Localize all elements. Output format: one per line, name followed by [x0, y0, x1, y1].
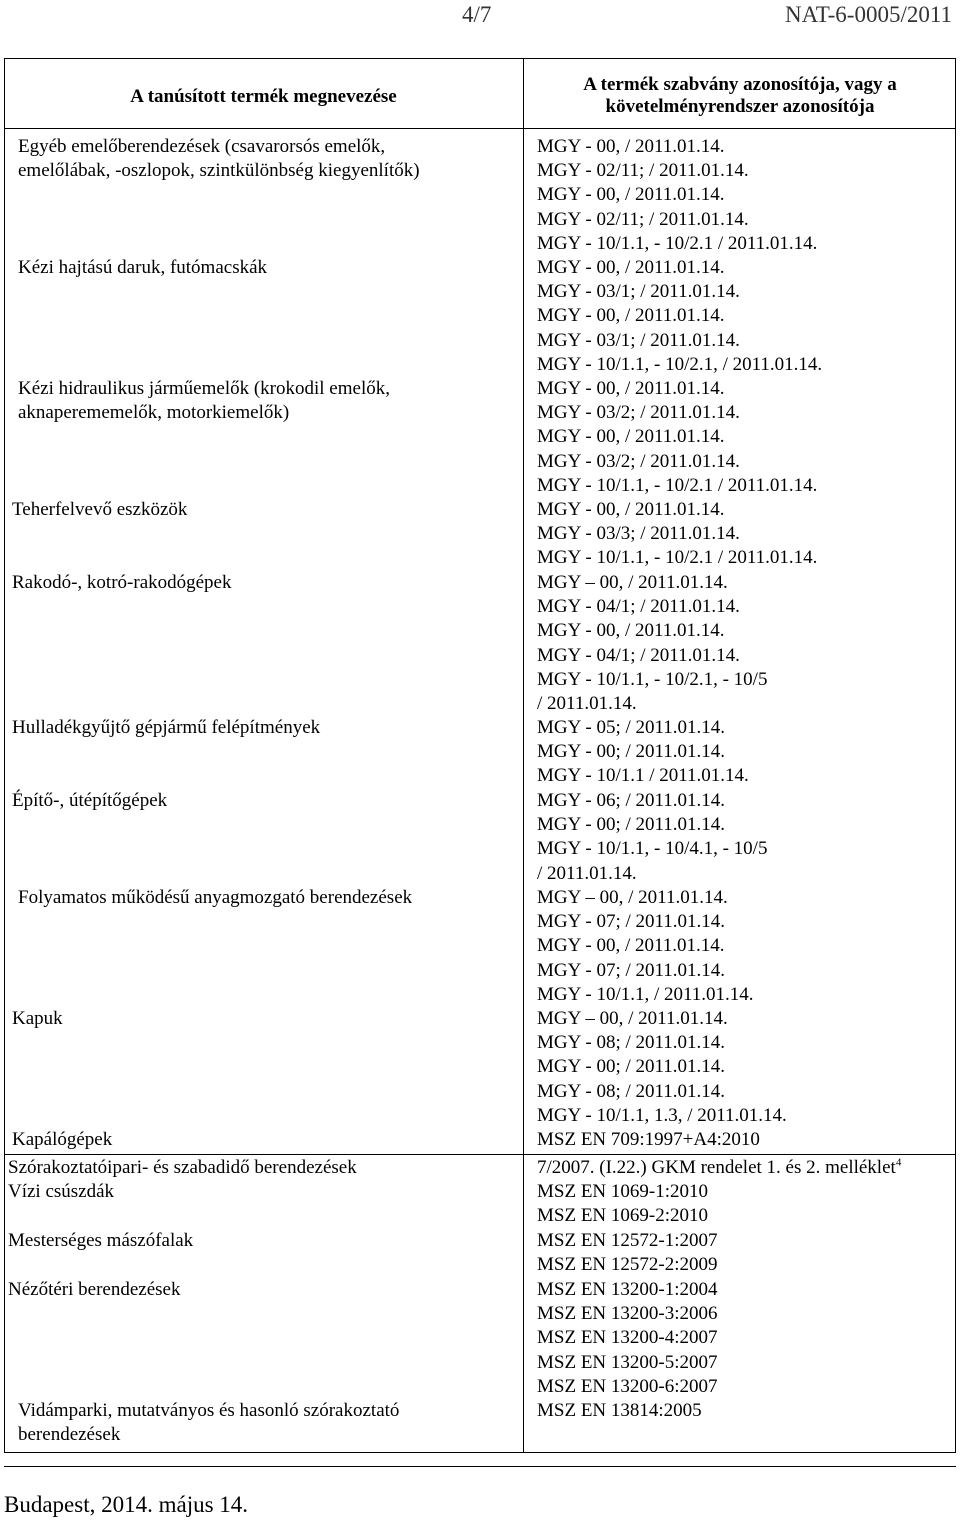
product-name-line: Vízi csúszdák	[8, 1181, 115, 1202]
standard-ref: MGY - 02/11; / 2011.01.14.	[537, 208, 749, 230]
standard-ref: MGY - 03/3; / 2011.01.14.	[537, 523, 740, 545]
standard-ref: MSZ EN 13200-3:2006	[537, 1303, 718, 1325]
product-name-line: Építő-, útépítőgépek	[12, 790, 168, 811]
column-divider	[523, 58, 524, 1453]
standard-ref: MGY – 00, / 2011.01.14.	[537, 572, 728, 593]
table-row-standards	[537, 135, 817, 256]
standard-ref: MGY - 00, / 2011.01.14.	[537, 305, 725, 327]
standard-ref: MGY – 00, / 2011.01.14.	[537, 887, 728, 908]
standard-ref: MGY – 00, / 2011.01.14.	[537, 1008, 728, 1029]
section-divider	[4, 1154, 956, 1155]
standard-ref: MGY - 00, / 2011.01.14.	[537, 499, 725, 520]
standard-ref: MGY - 03/2; / 2011.01.14.	[537, 402, 740, 424]
standard-ref: MGY - 05; / 2011.01.14.	[537, 717, 726, 738]
footer-divider	[4, 1466, 956, 1467]
product-name-line: Mesterséges mászófalak	[8, 1230, 194, 1251]
table-row-standards	[537, 256, 822, 377]
standard-ref: MSZ EN 13200-6:2007	[537, 1375, 718, 1397]
table-row-product	[8, 1180, 114, 1204]
standard-ref: MGY - 10/1.1, - 10/2.1, - 10/5	[537, 668, 768, 690]
page-number: 4/7	[462, 2, 492, 27]
standard-ref: MSZ EN 13200-4:2007	[537, 1327, 718, 1349]
standard-ref: MGY - 10/1.1, - 10/2.1 / 2011.01.14.	[537, 232, 818, 254]
table-row-standards	[537, 377, 817, 498]
table-row-standards	[537, 1128, 760, 1152]
table-row-product	[18, 1399, 399, 1447]
standard-ref: MGY - 00, / 2011.01.14.	[537, 426, 725, 448]
table-row-standards	[537, 498, 817, 571]
standard-ref: MGY - 10/1.1, - 10/2.1, / 2011.01.14.	[537, 353, 823, 375]
table-row-standards	[537, 1007, 787, 1128]
standard-ref: MSZ EN 1069-1:2010	[537, 1181, 708, 1202]
header-divider	[4, 128, 956, 129]
column-header-standard-line-1: A termék szabvány azonosítója, vagy a	[583, 74, 897, 95]
product-name-line: berendezések	[18, 1424, 121, 1446]
product-name-line: Kapuk	[12, 1008, 63, 1029]
product-name-line: Hulladékgyűjtő gépjármű felépítmények	[12, 717, 321, 738]
table-row-product	[8, 1278, 180, 1302]
table-row-standards	[537, 1229, 718, 1277]
table-row-standards	[537, 1399, 702, 1423]
standard-ref: MGY - 00; / 2011.01.14.	[537, 1056, 726, 1078]
product-name-line: Vidámparki, mutatványos és hasonló szórakoztató	[18, 1400, 400, 1421]
standard-ref: MGY - 07; / 2011.01.14.	[537, 911, 726, 933]
product-name-line: Rakodó-, kotró-rakodógépek	[12, 572, 232, 593]
product-name-line: Nézőtéri berendezések	[8, 1279, 181, 1300]
standard-ref: / 2011.01.14.	[537, 862, 637, 884]
standard-ref: MSZ EN 12572-2:2009	[537, 1254, 718, 1276]
table-row-standards	[537, 571, 767, 716]
standard-ref: / 2011.01.14.	[537, 692, 637, 714]
standard-ref: MGY - 03/1; / 2011.01.14.	[537, 329, 740, 351]
page-header	[0, 0, 960, 40]
product-name-line: Kézi hidraulikus járműemelők (krokodil emelők,	[18, 378, 390, 399]
standard-ref-text: 7/2007. (I.22.) GKM rendelet 1. és 2. melléklet	[537, 1157, 896, 1178]
standard-ref: MGY - 04/1; / 2011.01.14.	[537, 644, 740, 666]
standard-ref: MGY - 00; / 2011.01.14.	[537, 814, 726, 836]
standard-ref: MGY - 00, / 2011.01.14.	[537, 935, 725, 957]
column-header-standard-line-2: követelményrendszer azonosítója	[605, 96, 875, 117]
table-row-product	[18, 886, 412, 910]
product-name-line: emelőlábak, -oszlopok, szintkülönbség kiegyenlítők)	[18, 160, 420, 182]
table-row-product	[12, 1007, 63, 1031]
table-row-product	[12, 498, 187, 522]
standard-ref: MGY - 00, / 2011.01.14.	[537, 136, 725, 157]
standard-ref: MGY - 10/1.1 / 2011.01.14.	[537, 765, 749, 787]
table-row-product	[8, 1156, 357, 1180]
table-row-standards	[537, 789, 767, 886]
table-row-standards	[537, 1278, 718, 1399]
table-row-standards	[537, 886, 754, 1007]
standard-ref: MSZ EN 1069-2:2010	[537, 1205, 708, 1227]
table-row-product	[12, 1128, 112, 1152]
standard-ref: MGY - 00, / 2011.01.14.	[537, 184, 725, 206]
standard-ref: MGY - 04/1; / 2011.01.14.	[537, 596, 740, 618]
standard-ref: MGY - 02/11; / 2011.01.14.	[537, 160, 749, 182]
table-row-product	[12, 789, 167, 813]
standard-ref: MSZ EN 13200-5:2007	[537, 1351, 718, 1373]
product-name-line: Folyamatos működésű anyagmozgató berendezések	[18, 887, 413, 908]
product-name-line: aknaperememelők, motorkiemelők)	[18, 402, 290, 424]
document-id: NAT-6-0005/2011	[785, 2, 952, 27]
standard-ref: MGY - 00, / 2011.01.14.	[537, 257, 725, 278]
table-row-product	[12, 571, 232, 595]
standard-ref: MSZ EN 709:1997+A4:2010	[537, 1129, 760, 1150]
footer-place-date: Budapest, 2014. május 14.	[4, 1492, 249, 1517]
standard-ref	[537, 1156, 901, 1180]
standard-ref: MGY - 00, / 2011.01.14.	[537, 620, 725, 642]
standard-ref: MGY - 10/1.1, - 10/2.1 / 2011.01.14.	[537, 547, 818, 569]
product-name-line: Egyéb emelőberendezések (csavarorsós emelők,	[18, 136, 386, 157]
table-row-product	[18, 377, 390, 425]
product-name-line: Kézi hajtású daruk, futómacskák	[18, 257, 268, 278]
standard-ref: MGY - 03/1; / 2011.01.14.	[537, 281, 740, 303]
table-row-standards	[537, 1156, 901, 1180]
table-row-product	[18, 135, 420, 183]
standard-ref: MGY - 10/1.1, 1.3, / 2011.01.14.	[537, 1104, 787, 1126]
table-row-product	[8, 1229, 193, 1253]
standard-ref: MGY - 08; / 2011.01.14.	[537, 1032, 726, 1054]
product-name-line: Szórakoztatóipari- és szabadidő berendezések	[8, 1157, 357, 1178]
table-row-standards	[537, 716, 749, 789]
standard-ref: MGY - 10/1.1, / 2011.01.14.	[537, 983, 754, 1005]
standard-ref: MSZ EN 12572-1:2007	[537, 1230, 718, 1251]
standard-ref: MGY - 00; / 2011.01.14.	[537, 741, 726, 763]
product-name-line: Teherfelvevő eszközök	[12, 499, 188, 520]
standard-ref: MSZ EN 13814:2005	[537, 1400, 702, 1421]
standard-ref: MGY - 08; / 2011.01.14.	[537, 1080, 726, 1102]
standard-ref: MGY - 00, / 2011.01.14.	[537, 378, 725, 399]
table-row-product	[12, 716, 320, 740]
table-row-product	[18, 256, 267, 280]
column-header-product: A tanúsított termék megnevezése	[130, 86, 397, 107]
column-header-standard	[524, 74, 956, 118]
standard-ref: MGY - 10/1.1, - 10/4.1, - 10/5	[537, 838, 768, 860]
standard-ref: MGY - 03/2; / 2011.01.14.	[537, 450, 740, 472]
standard-ref: MGY - 06; / 2011.01.14.	[537, 790, 726, 811]
standard-ref: MGY - 10/1.1, - 10/2.1 / 2011.01.14.	[537, 474, 818, 496]
table-row-standards	[537, 1180, 708, 1228]
product-name-line: Kapálógépek	[12, 1129, 113, 1150]
footnote-marker: 4	[895, 1156, 902, 1169]
standard-ref: MGY - 07; / 2011.01.14.	[537, 959, 726, 981]
standard-ref: MSZ EN 13200-1:2004	[537, 1279, 718, 1300]
